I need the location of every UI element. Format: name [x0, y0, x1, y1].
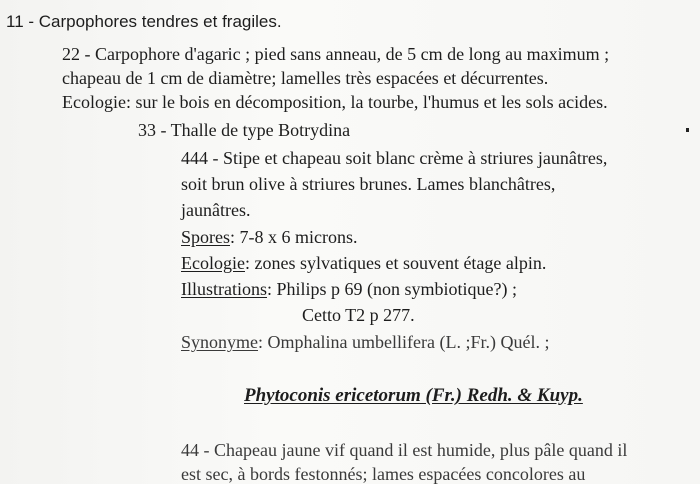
key-line-44-b: est sec, à bords festonnés; lames espacées concolores au — [181, 464, 586, 484]
ecology-label: Ecologie — [181, 253, 245, 273]
key-line-444-b: soit brun olive à striures brunes. Lames blanchâtres, — [181, 174, 556, 194]
synonym-value: : Omphalina umbellifera (L. ;Fr.) Quél. ; — [258, 332, 550, 352]
ecology-value: : zones sylvatiques et souvent étage alpin. — [244, 253, 547, 273]
scan-speck — [686, 128, 689, 132]
key-line-22-b: chapeau de 1 cm de diamètre; lamelles très espacées et décurrentes. — [62, 68, 549, 88]
spores-line — [181, 225, 358, 249]
spores-value: : 7-8 x 6 microns. — [230, 227, 358, 247]
ecology-line-2 — [181, 251, 546, 275]
key-line-444-a: 444 - Stipe et chapeau soit blanc crème à striures jaunâtres, — [181, 148, 608, 168]
ecology-line-1: Ecologie: sur le bois en décomposition, la tourbe, l'humus et les sols acides. — [62, 92, 608, 112]
key-line-33: 33 - Thalle de type Botrydina — [138, 120, 351, 140]
key-line-11: 11 - Carpophores tendres et fragiles. — [6, 12, 282, 31]
illustrations-line — [181, 277, 517, 301]
synonym-line — [181, 330, 549, 354]
key-line-444-c: jaunâtres. — [181, 200, 251, 220]
illustrations-value-2: Cetto T2 p 277. — [302, 305, 415, 325]
illustrations-value: : Philips p 69 (non symbiotique?) ; — [267, 279, 517, 299]
illustrations-label: Illustrations — [181, 279, 267, 299]
species-title: Phytoconis ericetorum (Fr.) Redh. & Kuyp. — [244, 385, 583, 406]
synonym-label: Synonyme — [181, 332, 259, 352]
spores-label: Spores — [181, 227, 230, 247]
key-line-44-a: 44 - Chapeau jaune vif quand il est humide, plus pâle quand il — [181, 440, 628, 460]
key-line-22-a: 22 - Carpophore d'agaric ; pied sans anneau, de 5 cm de long au maximum ; — [62, 44, 610, 64]
